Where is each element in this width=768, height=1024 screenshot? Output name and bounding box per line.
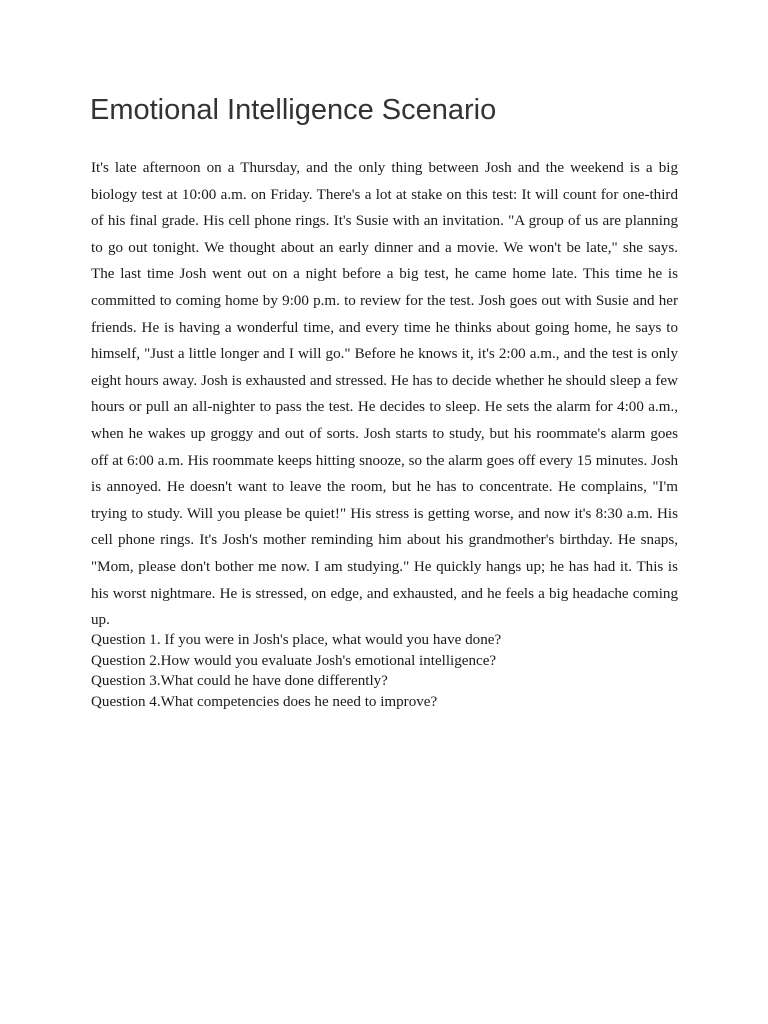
question-list xyxy=(91,630,691,713)
question-item: Question 3.What could he have done differently? xyxy=(91,673,388,690)
page-title: Emotional Intelligence Scenario xyxy=(90,94,497,126)
question-item: Question 4.What competencies does he need to improve? xyxy=(91,694,438,711)
question-item: Question 1. If you were in Josh's place, what would you have done? xyxy=(91,632,502,648)
scenario-paragraph: It's late afternoon on a Thursday, and the only thing between Josh and the weekend is a big biology test at 10:00 a.m. on Friday. There's a lot at stake on this test: It will count for one-third of his final grade. His cell phone rings. It's Susie with an invitation. "A group of us are planning to go out tonight. We thought about an early dinner and a movie. We won't be late," she says. The last time Josh went out on a night before a big test, he came home late. This time he is committed to coming home by 9:00 p.m. to review for the test. Josh goes out with Susie and her friends. He is having a wonderful time, and every time he thinks about going home, he says to himself, "Just a little longer and I will go." Before he knows it, it's 2:00 a.m., and the test is only eight hours away. Josh is exhausted and stressed. He has to decide whether he should sleep a few hours or pull an all-nighter to pass the test. He decides to sleep. He sets the alarm for 4:00 a.m., when he wakes up groggy and out of sorts. Josh starts to study, but his roommate's alarm goes off at 6:00 a.m. His roommate keeps hitting snooze, so the alarm goes off every 15 minutes. Josh is annoyed. He doesn't want to leave the room, but he has to concentrate. He complains, "I'm trying to study. Will you please be quiet!" His stress is getting worse, and now it's 8:30 a.m. His cell phone rings. It's Josh's mother reminding him about his grandmother's birthday. He snaps, "Mom, please don't bother me now. I am studying." He quickly hangs up; he has had it. This is his worst nightmare. He is stressed, on edge, and exhausted, and he feels a big headache coming up. xyxy=(91,160,678,629)
question-item: Question 2.How would you evaluate Josh's emotional intelligence? xyxy=(91,652,497,669)
